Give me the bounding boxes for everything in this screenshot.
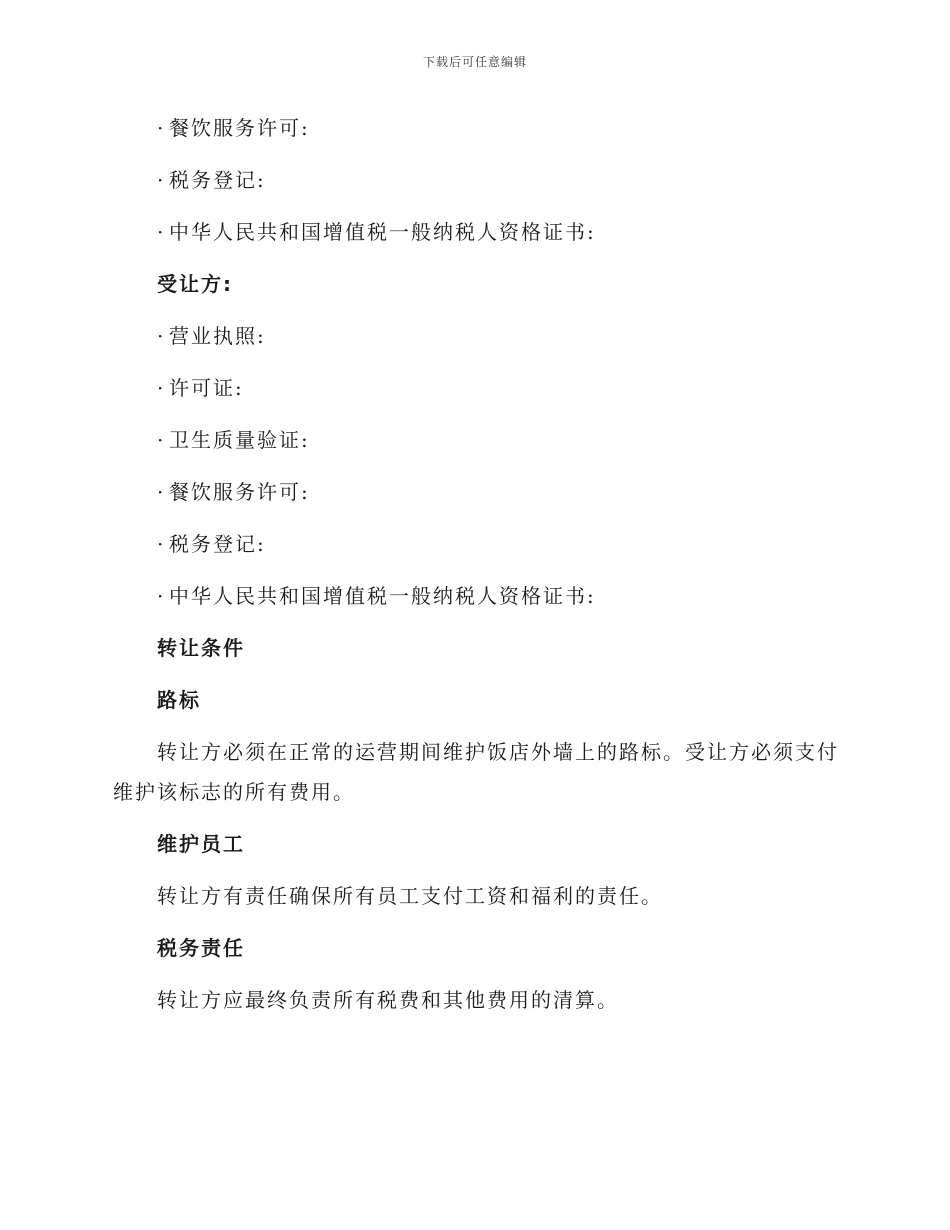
conditions-heading: 转让条件 xyxy=(157,636,245,660)
bullet-icon: · xyxy=(157,376,166,400)
list-item-text: 税务登记: xyxy=(169,168,266,192)
bullet-icon: · xyxy=(157,116,166,140)
list-item xyxy=(113,420,843,460)
list-item xyxy=(113,472,843,512)
signage-paragraph: 转让方必须在正常的运营期间维护饭店外墙上的路标。受让方必须支付维护该标志的所有费用。 xyxy=(113,740,839,804)
bullet-icon: · xyxy=(157,584,166,608)
tax-heading: 税务责任 xyxy=(157,936,245,960)
document-body xyxy=(113,108,843,1032)
bullet-icon: · xyxy=(157,220,166,244)
list-item xyxy=(113,316,843,356)
list-item xyxy=(113,368,843,408)
list-item-text: 许可证: xyxy=(169,376,244,400)
list-item xyxy=(113,576,843,616)
signage-heading: 路标 xyxy=(157,688,201,712)
list-item-text: 税务登记: xyxy=(169,532,266,556)
list-item-text: 餐饮服务许可: xyxy=(169,116,310,140)
list-item xyxy=(113,524,843,564)
list-item-text: 中华人民共和国增值税一般纳税人资格证书: xyxy=(169,584,596,608)
list-item-text: 营业执照: xyxy=(169,324,266,348)
list-item-text: 中华人民共和国增值税一般纳税人资格证书: xyxy=(169,220,596,244)
bullet-icon: · xyxy=(157,168,166,192)
list-item-text: 餐饮服务许可: xyxy=(169,480,310,504)
list-item xyxy=(113,212,843,252)
bullet-icon: · xyxy=(157,324,166,348)
staff-heading: 维护员工 xyxy=(157,832,245,856)
staff-paragraph: 转让方有责任确保所有员工支付工资和福利的责任。 xyxy=(157,884,663,908)
bullet-icon: · xyxy=(157,428,166,452)
list-item xyxy=(113,108,843,148)
bullet-icon: · xyxy=(157,532,166,556)
page-header: 下载后可任意编辑 xyxy=(422,55,527,69)
transferee-heading: 受让方: xyxy=(157,272,233,296)
bullet-icon: · xyxy=(157,480,166,504)
list-item xyxy=(113,160,843,200)
tax-paragraph: 转让方应最终负责所有税费和其他费用的清算。 xyxy=(157,988,619,1012)
list-item-text: 卫生质量验证: xyxy=(169,428,310,452)
